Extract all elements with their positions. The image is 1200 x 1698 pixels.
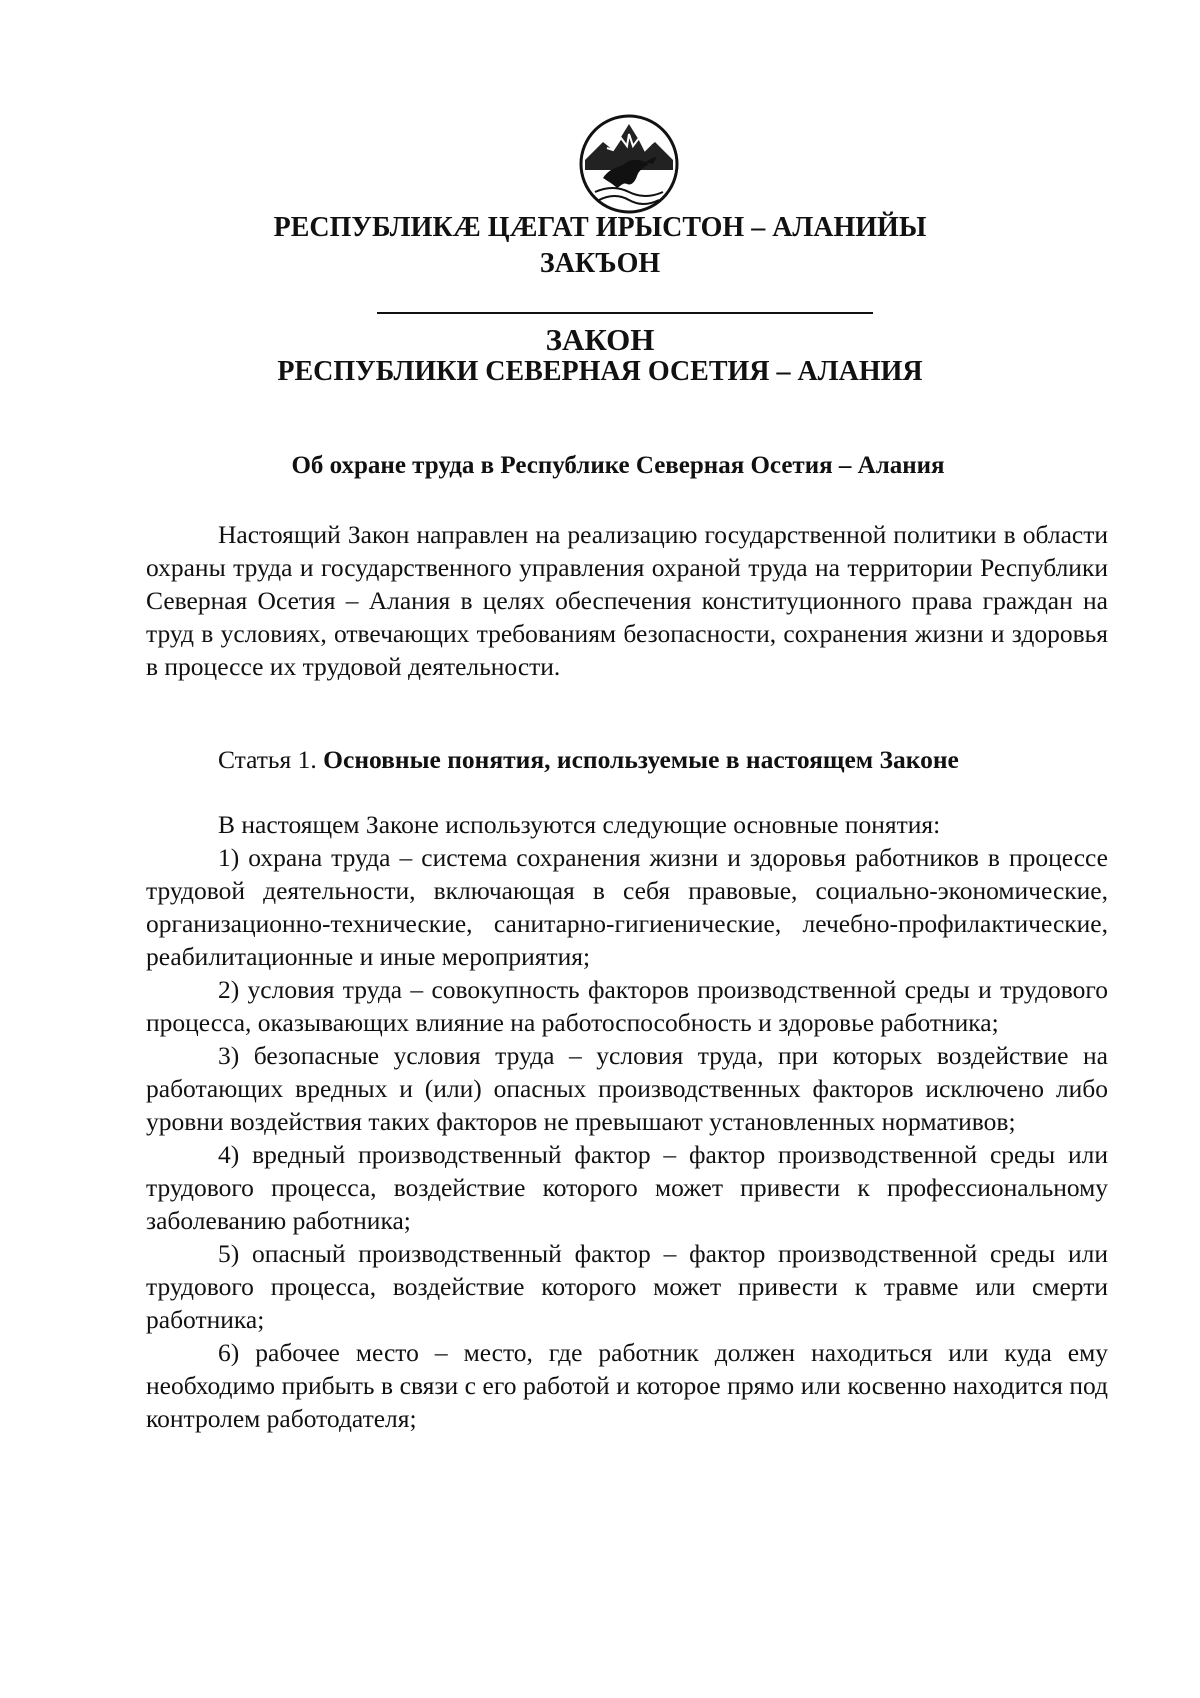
definition-item: 2) условия труда – совокупность факторов производственной среды и трудового процесса, оказывающих влияние на работоспособность и здоровье работника; — [146, 975, 1108, 1037]
article-number: Статья 1. — [218, 745, 317, 774]
definition-item: 5) опасный производственный фактор – фактор производственной среды или трудового процесса, воздействие которого может привести к травме или смерти работника; — [146, 1239, 1108, 1334]
coat-of-arms-icon — [577, 112, 681, 216]
article-title: Основные понятия, используемые в настоящем Законе — [323, 745, 959, 774]
article-heading — [218, 745, 959, 775]
preamble-paragraph: Настоящий Закон направлен на реализацию государственной политики в области охраны труда и государственного управления охраной труда на территории Республики Северная Осетия – Алания в целях обеспечения конституционного права граждан на труд в условиях, отвечающих требованиям безопасности, сохранения жизни и здоровья в процессе их трудовой деятельности. — [146, 520, 1108, 681]
preamble — [146, 518, 1108, 683]
definition-item: 3) безопасные условия труда – условия труда, при которых воздействие на работающих вредных и (или) опасных производственных факторов исключено либо уровни воздействия таких факторов не превышают установленных нормативов; — [146, 1041, 1108, 1136]
russian-law-label: ЗАКОН — [545, 322, 655, 357]
ossetian-republic-title: РЕСПУБЛИКӔ ЦӔГАТ ИРЫСТОН – АЛАНИЙЫ — [273, 212, 927, 243]
definition-item: 6) рабочее место – место, где работник должен находиться или куда ему необходимо прибыть в связи с его работой и которое прямо или косвенно находится под контролем работодателя; — [146, 1338, 1108, 1433]
definitions-lead: В настоящем Законе используются следующие основные понятия: — [218, 810, 941, 839]
russian-republic-title: РЕСПУБЛИКИ СЕВЕРНАЯ ОСЕТИЯ – АЛАНИЯ — [277, 356, 923, 387]
document-title: Об охране труда в Республике Северная Осетия – Алания — [291, 452, 945, 479]
header-divider — [377, 312, 873, 314]
definitions-list — [146, 808, 1108, 1435]
definition-item: 1) охрана труда – система сохранения жизни и здоровья работников в процессе трудовой деятельности, включающая в себя правовые, социально-экономические, организационно-технические, санитарно-гигиенические, лечебно-профилактические, реабилитационные и иные мероприятия; — [146, 843, 1108, 971]
definition-item: 4) вредный производственный фактор – фактор производственной среды или трудового процесса, воздействие которого может привести к профессиональному заболеванию работника; — [146, 1140, 1108, 1235]
ossetian-law-label: ЗАКЪОН — [539, 248, 661, 279]
